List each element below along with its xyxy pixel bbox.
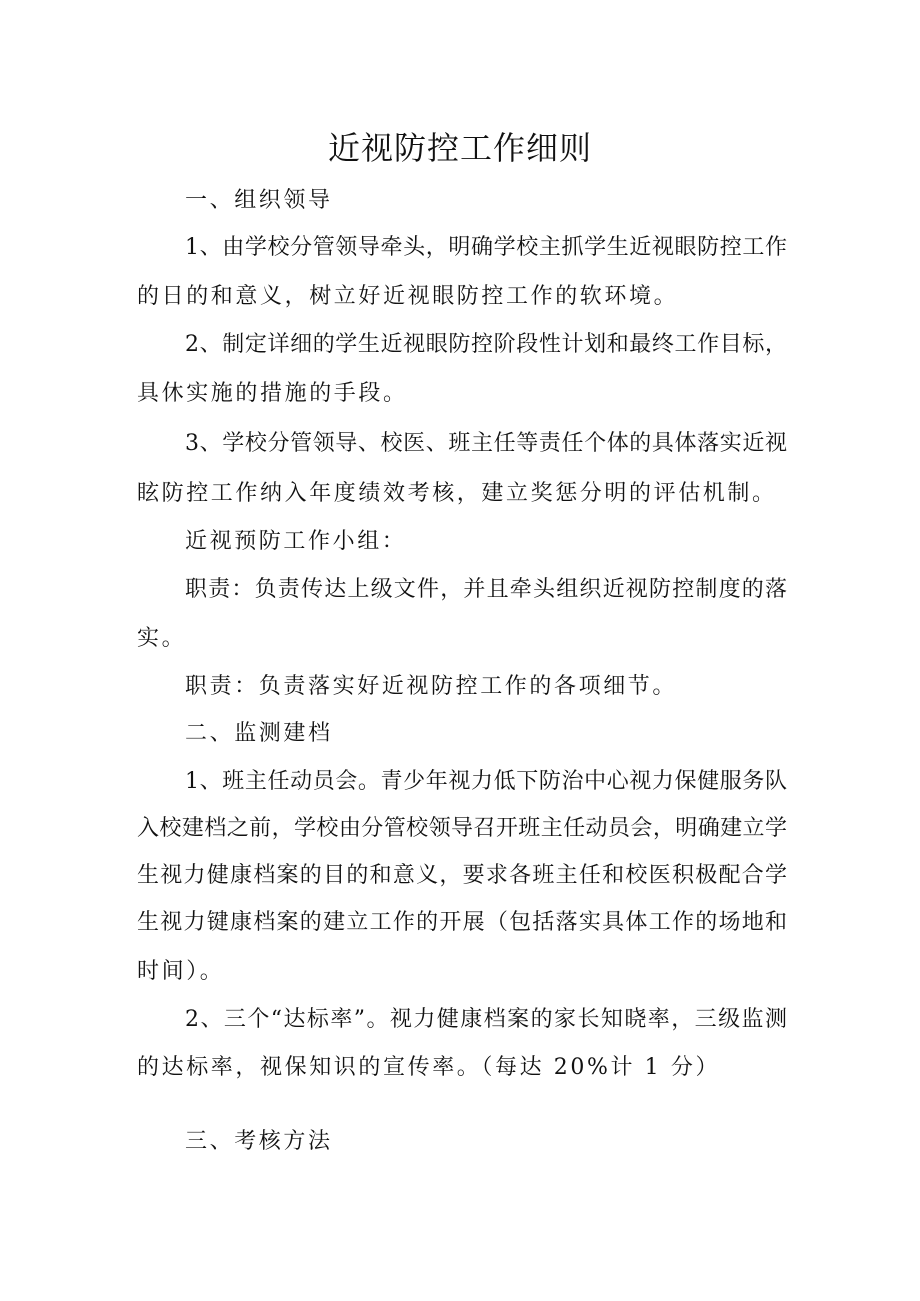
paragraph-line: 时间）。 [137, 959, 225, 984]
paragraph-line: 眩防控工作纳入年度绩效考核，建立奖惩分明的评估机制。 [137, 481, 777, 506]
paragraph-line: 1、班主任动员会。青少年视力低下防治中心视力保健服务队 [185, 769, 787, 794]
paragraph-line: 职责：负责落实好近视防控工作的各项细节。 [185, 674, 678, 699]
paragraph-line: 实。 [137, 626, 187, 651]
document-title: 近视防控工作细则 [327, 129, 592, 167]
paragraph-line: 1、由学校分管领导牵头，明确学校主抓学生近视眼防控工作 [185, 235, 787, 260]
paragraph-line: 入校建档之前，学校由分管校领导召开班主任动员会，明确建立学 [137, 816, 787, 841]
paragraph-line: 生视力健康档案的目的和意义，要求各班主任和校医积极配合学 [137, 863, 787, 888]
paragraph-line: 的达标率，视保知识的宣传率。（每达 20%计 1 分） [137, 1055, 721, 1080]
paragraph-line: 2、制定详细的学生近视眼防控阶段性计划和最终工作目标， [185, 332, 787, 357]
paragraph-line: 职责：负责传达上级文件，并且牵头组织近视防控制度的落 [185, 577, 787, 602]
paragraph-line: 近视预防工作小组： [185, 529, 407, 554]
paragraph-line: 3、学校分管领导、校医、班主任等责任个体的具体落实近视 [185, 431, 787, 456]
section-heading: 二、监测建档 [185, 721, 333, 746]
paragraph-line: 的日的和意义，树立好近视眼防控工作的软环境。 [137, 284, 679, 309]
paragraph-line: 生视力键康档案的建立工作的开展（包括落实具体工作的场地和 [137, 910, 787, 935]
paragraph-line: 具休实施的措施的手段。 [137, 381, 408, 406]
section-heading: 一、组织领导 [185, 188, 333, 213]
section-heading: 三、考核方法 [185, 1129, 333, 1154]
paragraph-line: 2、三个“达标率”。视力健康档案的家长知晓率，三级监测 [185, 1007, 787, 1032]
